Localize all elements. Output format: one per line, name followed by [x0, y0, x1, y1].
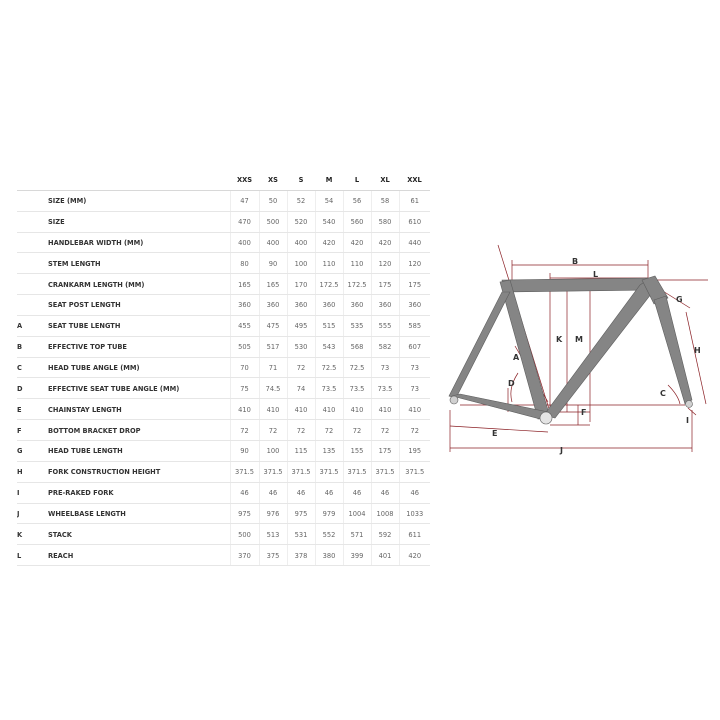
table-row [17, 357, 430, 378]
value-cell-xxl: 607 [399, 336, 430, 357]
value-cell-xs: 513 [259, 524, 287, 545]
value-cell-l: 568 [343, 336, 371, 357]
value-cell-s: 400 [287, 232, 315, 253]
value-cell-xxl: 120 [399, 253, 430, 274]
value-cell-l: 72.5 [343, 357, 371, 378]
value-cell-m: 543 [315, 336, 343, 357]
row-letter: E [17, 399, 48, 420]
table-row [17, 274, 430, 295]
row-parameter-name: HANDLEBAR WIDTH (MM) [48, 232, 230, 253]
bike-frame-diagram [440, 240, 715, 465]
table-row [17, 295, 430, 316]
value-cell-xxs: 90 [230, 440, 259, 461]
value-cell-l: 535 [343, 315, 371, 336]
value-cell-xs: 50 [259, 190, 287, 211]
table-row [17, 190, 430, 211]
value-cell-xxs: 410 [230, 399, 259, 420]
value-cell-xxs: 370 [230, 545, 259, 566]
value-cell-xl: 72 [371, 420, 399, 441]
value-cell-m: 420 [315, 232, 343, 253]
row-letter: A [17, 315, 48, 336]
table-row [17, 545, 430, 566]
row-parameter-name: SEAT POST LENGTH [48, 295, 230, 316]
value-cell-xl: 580 [371, 211, 399, 232]
value-cell-xxs: 470 [230, 211, 259, 232]
row-letter: C [17, 357, 48, 378]
row-letter [17, 190, 48, 211]
value-cell-xs: 475 [259, 315, 287, 336]
value-cell-xl: 371.5 [371, 461, 399, 482]
row-letter: G [17, 440, 48, 461]
value-cell-s: 72 [287, 420, 315, 441]
value-cell-xxs: 72 [230, 420, 259, 441]
value-cell-m: 73.5 [315, 378, 343, 399]
value-cell-m: 110 [315, 253, 343, 274]
value-cell-l: 72 [343, 420, 371, 441]
value-cell-l: 155 [343, 440, 371, 461]
row-letter [17, 253, 48, 274]
table-row [17, 211, 430, 232]
fork-dropout [686, 401, 693, 408]
value-cell-xxs: 47 [230, 190, 259, 211]
value-cell-xxs: 371.5 [230, 461, 259, 482]
row-parameter-name: HEAD TUBE ANGLE (MM) [48, 357, 230, 378]
value-cell-xl: 401 [371, 545, 399, 566]
parameter-header-cell [48, 170, 230, 190]
size-header-xl: XL [371, 170, 399, 190]
value-cell-m: 410 [315, 399, 343, 420]
size-header-xxl: XXL [399, 170, 430, 190]
value-cell-xl: 175 [371, 274, 399, 295]
label-h: H [694, 346, 701, 355]
dimension-e-line [450, 426, 548, 432]
value-cell-xxs: 70 [230, 357, 259, 378]
value-cell-m: 172.5 [315, 274, 343, 295]
label-i: I [686, 416, 689, 425]
label-g: G [676, 295, 683, 304]
value-cell-xs: 71 [259, 357, 287, 378]
value-cell-xs: 400 [259, 232, 287, 253]
value-cell-xxs: 75 [230, 378, 259, 399]
value-cell-l: 360 [343, 295, 371, 316]
value-cell-s: 115 [287, 440, 315, 461]
value-cell-s: 530 [287, 336, 315, 357]
value-cell-xxs: 505 [230, 336, 259, 357]
value-cell-l: 560 [343, 211, 371, 232]
value-cell-l: 56 [343, 190, 371, 211]
value-cell-l: 410 [343, 399, 371, 420]
value-cell-xs: 410 [259, 399, 287, 420]
value-cell-s: 100 [287, 253, 315, 274]
row-parameter-name: FORK CONSTRUCTION HEIGHT [48, 461, 230, 482]
value-cell-xl: 1008 [371, 503, 399, 524]
value-cell-xs: 517 [259, 336, 287, 357]
frame-tubes [449, 276, 693, 424]
row-letter: J [17, 503, 48, 524]
row-letter: L [17, 545, 48, 566]
value-cell-xl: 58 [371, 190, 399, 211]
row-parameter-name: SIZE [48, 211, 230, 232]
value-cell-m: 360 [315, 295, 343, 316]
row-letter [17, 274, 48, 295]
value-cell-xxs: 46 [230, 482, 259, 503]
value-cell-xxl: 175 [399, 274, 430, 295]
value-cell-xs: 72 [259, 420, 287, 441]
label-m: M [575, 335, 583, 344]
value-cell-m: 540 [315, 211, 343, 232]
value-cell-xxl: 73 [399, 357, 430, 378]
row-letter [17, 232, 48, 253]
row-parameter-name: WHEELBASE LENGTH [48, 503, 230, 524]
size-header-s: S [287, 170, 315, 190]
row-parameter-name: SEAT TUBE LENGTH [48, 315, 230, 336]
value-cell-xs: 165 [259, 274, 287, 295]
row-letter: B [17, 336, 48, 357]
value-cell-m: 54 [315, 190, 343, 211]
value-cell-xl: 420 [371, 232, 399, 253]
value-cell-xxl: 585 [399, 315, 430, 336]
row-parameter-name: HEAD TUBE LENGTH [48, 440, 230, 461]
value-cell-xxl: 72 [399, 420, 430, 441]
geometry-table [17, 170, 430, 566]
table-row [17, 253, 430, 274]
size-header-m: M [315, 170, 343, 190]
value-cell-xxl: 610 [399, 211, 430, 232]
value-cell-s: 46 [287, 482, 315, 503]
value-cell-xs: 976 [259, 503, 287, 524]
value-cell-m: 46 [315, 482, 343, 503]
bottom-bracket [540, 412, 552, 424]
value-cell-s: 74 [287, 378, 315, 399]
value-cell-xs: 74.5 [259, 378, 287, 399]
value-cell-xxl: 46 [399, 482, 430, 503]
value-cell-xxl: 440 [399, 232, 430, 253]
value-cell-xl: 120 [371, 253, 399, 274]
row-letter: F [17, 420, 48, 441]
value-cell-xl: 73.5 [371, 378, 399, 399]
value-cell-xxs: 165 [230, 274, 259, 295]
size-header-row [17, 170, 430, 190]
value-cell-xxs: 360 [230, 295, 259, 316]
value-cell-s: 410 [287, 399, 315, 420]
row-parameter-name: CHAINSTAY LENGTH [48, 399, 230, 420]
value-cell-xs: 100 [259, 440, 287, 461]
value-cell-l: 172.5 [343, 274, 371, 295]
value-cell-xxs: 455 [230, 315, 259, 336]
value-cell-xxl: 420 [399, 545, 430, 566]
value-cell-xs: 371.5 [259, 461, 287, 482]
table-row [17, 482, 430, 503]
value-cell-m: 979 [315, 503, 343, 524]
value-cell-xl: 582 [371, 336, 399, 357]
label-b: B [572, 257, 579, 266]
value-cell-xxs: 80 [230, 253, 259, 274]
row-parameter-name: STEM LENGTH [48, 253, 230, 274]
value-cell-m: 515 [315, 315, 343, 336]
value-cell-s: 975 [287, 503, 315, 524]
value-cell-s: 520 [287, 211, 315, 232]
value-cell-xxl: 73 [399, 378, 430, 399]
value-cell-xxl: 61 [399, 190, 430, 211]
seat-tube [500, 280, 550, 419]
value-cell-l: 371.5 [343, 461, 371, 482]
size-header-l: L [343, 170, 371, 190]
value-cell-m: 72.5 [315, 357, 343, 378]
row-letter: H [17, 461, 48, 482]
size-header-xxs: XXS [230, 170, 259, 190]
row-letter [17, 211, 48, 232]
table-row [17, 440, 430, 461]
value-cell-l: 1004 [343, 503, 371, 524]
value-cell-xxl: 360 [399, 295, 430, 316]
value-cell-l: 73.5 [343, 378, 371, 399]
value-cell-m: 371.5 [315, 461, 343, 482]
value-cell-xxs: 975 [230, 503, 259, 524]
value-cell-l: 399 [343, 545, 371, 566]
value-cell-xl: 73 [371, 357, 399, 378]
value-cell-xxl: 371.5 [399, 461, 430, 482]
value-cell-l: 46 [343, 482, 371, 503]
value-cell-l: 420 [343, 232, 371, 253]
value-cell-xs: 46 [259, 482, 287, 503]
table-row [17, 399, 430, 420]
label-j: J [560, 446, 563, 455]
value-cell-s: 495 [287, 315, 315, 336]
table-row [17, 420, 430, 441]
table-row [17, 524, 430, 545]
row-letter: D [17, 378, 48, 399]
value-cell-xl: 410 [371, 399, 399, 420]
value-cell-xxs: 500 [230, 524, 259, 545]
value-cell-m: 72 [315, 420, 343, 441]
row-parameter-name: EFFECTIVE SEAT TUBE ANGLE (MM) [48, 378, 230, 399]
value-cell-xl: 46 [371, 482, 399, 503]
rear-dropout [450, 396, 458, 404]
value-cell-xxl: 1033 [399, 503, 430, 524]
value-cell-xs: 500 [259, 211, 287, 232]
value-cell-xxs: 400 [230, 232, 259, 253]
value-cell-s: 170 [287, 274, 315, 295]
value-cell-s: 531 [287, 524, 315, 545]
value-cell-l: 571 [343, 524, 371, 545]
table-row [17, 232, 430, 253]
row-letter [17, 295, 48, 316]
value-cell-xs: 90 [259, 253, 287, 274]
label-l: L [593, 270, 599, 279]
value-cell-l: 110 [343, 253, 371, 274]
value-cell-m: 135 [315, 440, 343, 461]
table-row [17, 461, 430, 482]
table-row [17, 315, 430, 336]
seat-stay [449, 292, 510, 398]
value-cell-xxl: 410 [399, 399, 430, 420]
value-cell-s: 371.5 [287, 461, 315, 482]
value-cell-xxl: 195 [399, 440, 430, 461]
value-cell-xl: 592 [371, 524, 399, 545]
letter-header-cell [17, 170, 48, 190]
value-cell-s: 72 [287, 357, 315, 378]
value-cell-xl: 360 [371, 295, 399, 316]
table-row [17, 503, 430, 524]
value-cell-m: 552 [315, 524, 343, 545]
value-cell-s: 52 [287, 190, 315, 211]
value-cell-xl: 555 [371, 315, 399, 336]
value-cell-m: 380 [315, 545, 343, 566]
label-c: C [660, 389, 666, 398]
label-e: E [492, 429, 498, 438]
row-letter: I [17, 482, 48, 503]
row-parameter-name: BOTTOM BRACKET DROP [48, 420, 230, 441]
dimension-c-arc [668, 385, 680, 404]
table-row [17, 378, 430, 399]
value-cell-s: 378 [287, 545, 315, 566]
row-parameter-name: SIZE (MM) [48, 190, 230, 211]
value-cell-xl: 175 [371, 440, 399, 461]
label-k: K [556, 335, 563, 344]
value-cell-xxl: 611 [399, 524, 430, 545]
down-tube [544, 278, 658, 418]
row-parameter-name: CRANKARM LENGTH (MM) [48, 274, 230, 295]
label-a: A [513, 353, 520, 362]
value-cell-xs: 375 [259, 545, 287, 566]
label-d: D [508, 379, 515, 388]
table-row [17, 336, 430, 357]
row-parameter-name: EFFECTIVE TOP TUBE [48, 336, 230, 357]
row-parameter-name: REACH [48, 545, 230, 566]
value-cell-s: 360 [287, 295, 315, 316]
label-f: F [581, 408, 587, 417]
top-tube [502, 278, 650, 292]
row-parameter-name: STACK [48, 524, 230, 545]
row-letter: K [17, 524, 48, 545]
value-cell-xs: 360 [259, 295, 287, 316]
row-parameter-name: PRE-RAKED FORK [48, 482, 230, 503]
size-header-xs: XS [259, 170, 287, 190]
